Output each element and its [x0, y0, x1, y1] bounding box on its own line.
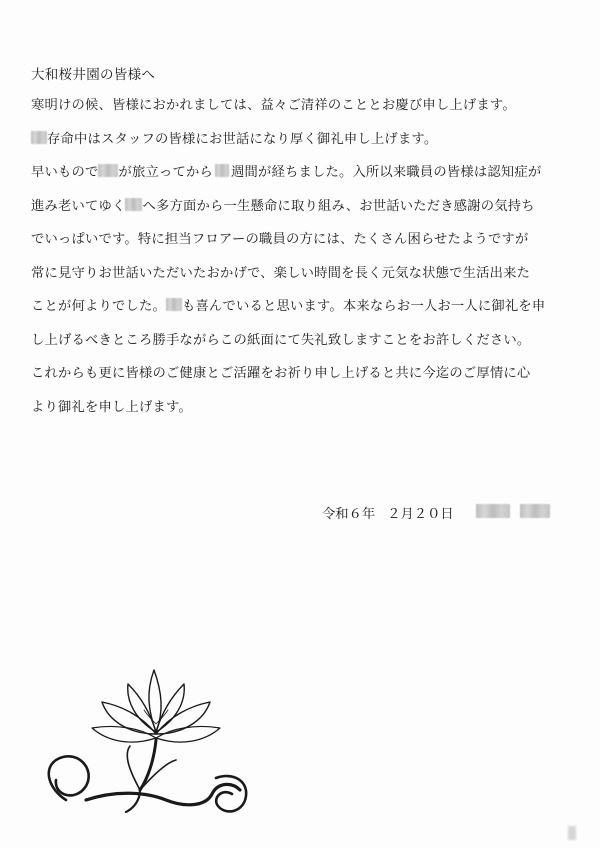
redacted-name [125, 198, 142, 211]
scan-artifact [568, 826, 576, 840]
body-line-7 [31, 297, 591, 331]
salutation: 大和桜井園の皆様へ [31, 67, 156, 83]
body-text: へ多方面から一生懸命に取り組み、お世話いただき感謝の気持ち [142, 198, 535, 214]
body-text: これからも更に皆様のご健康とご活躍をお祈り申し上げると共に今迄のご厚情に心 [31, 366, 531, 381]
redacted-number [215, 164, 229, 177]
body-text: 早いもので [31, 165, 99, 180]
body-line-8 [31, 331, 591, 365]
lotus-flower-icon [36, 650, 266, 830]
signature-name [476, 502, 550, 521]
letter-date [322, 503, 454, 522]
body-text: より御礼を申し上げます。 [31, 399, 192, 415]
body-line-3 [31, 163, 591, 197]
body-line-10 [31, 398, 591, 432]
body-text: し上げるべきところ勝手ながらこの紙面にて失礼致しますことをお許しください。 [31, 332, 531, 348]
body-text: でいっぱいです。特に担当フロアーの職員の方には、たくさん困らせたようですが [31, 232, 529, 247]
body-text: も喜んでいると思います。本来ならお一人お一人に御礼を申 [181, 299, 546, 314]
redacted-name [98, 164, 118, 177]
body-line-6 [31, 264, 591, 298]
body-text: 寒明けの候、皆様におかれましては、益々ご清祥のこととお慶び申し上げます。 [31, 98, 516, 113]
body-text: が旅立ってから [118, 165, 213, 180]
body-text: 存命中はスタッフの皆様にお世話になり厚く御礼申し上げます。 [47, 131, 438, 147]
body-text: 常に見守りお世話いただいたおかげで、楽しい時間を長く元気な状態で生活出来た [31, 265, 531, 281]
body-text: ことが何よりでした。 [31, 299, 166, 314]
body-text: 進み老いてゆく [31, 198, 126, 214]
body-line-5 [31, 230, 591, 264]
date-day: ２月２０日 [387, 507, 454, 522]
body-line-1 [31, 96, 591, 130]
body-line-2 [31, 130, 591, 164]
body-line-4 [31, 197, 591, 231]
date-year: 令和６年 [322, 507, 376, 522]
body-line-9 [31, 364, 591, 398]
redacted-surname [476, 504, 510, 518]
letter-body [31, 96, 591, 431]
redacted-name [166, 298, 182, 311]
redacted-name [31, 131, 47, 144]
redacted-given-name [520, 504, 550, 518]
body-text: 週間が経ちました。入所以来職員の皆様は認知症が [230, 165, 542, 180]
